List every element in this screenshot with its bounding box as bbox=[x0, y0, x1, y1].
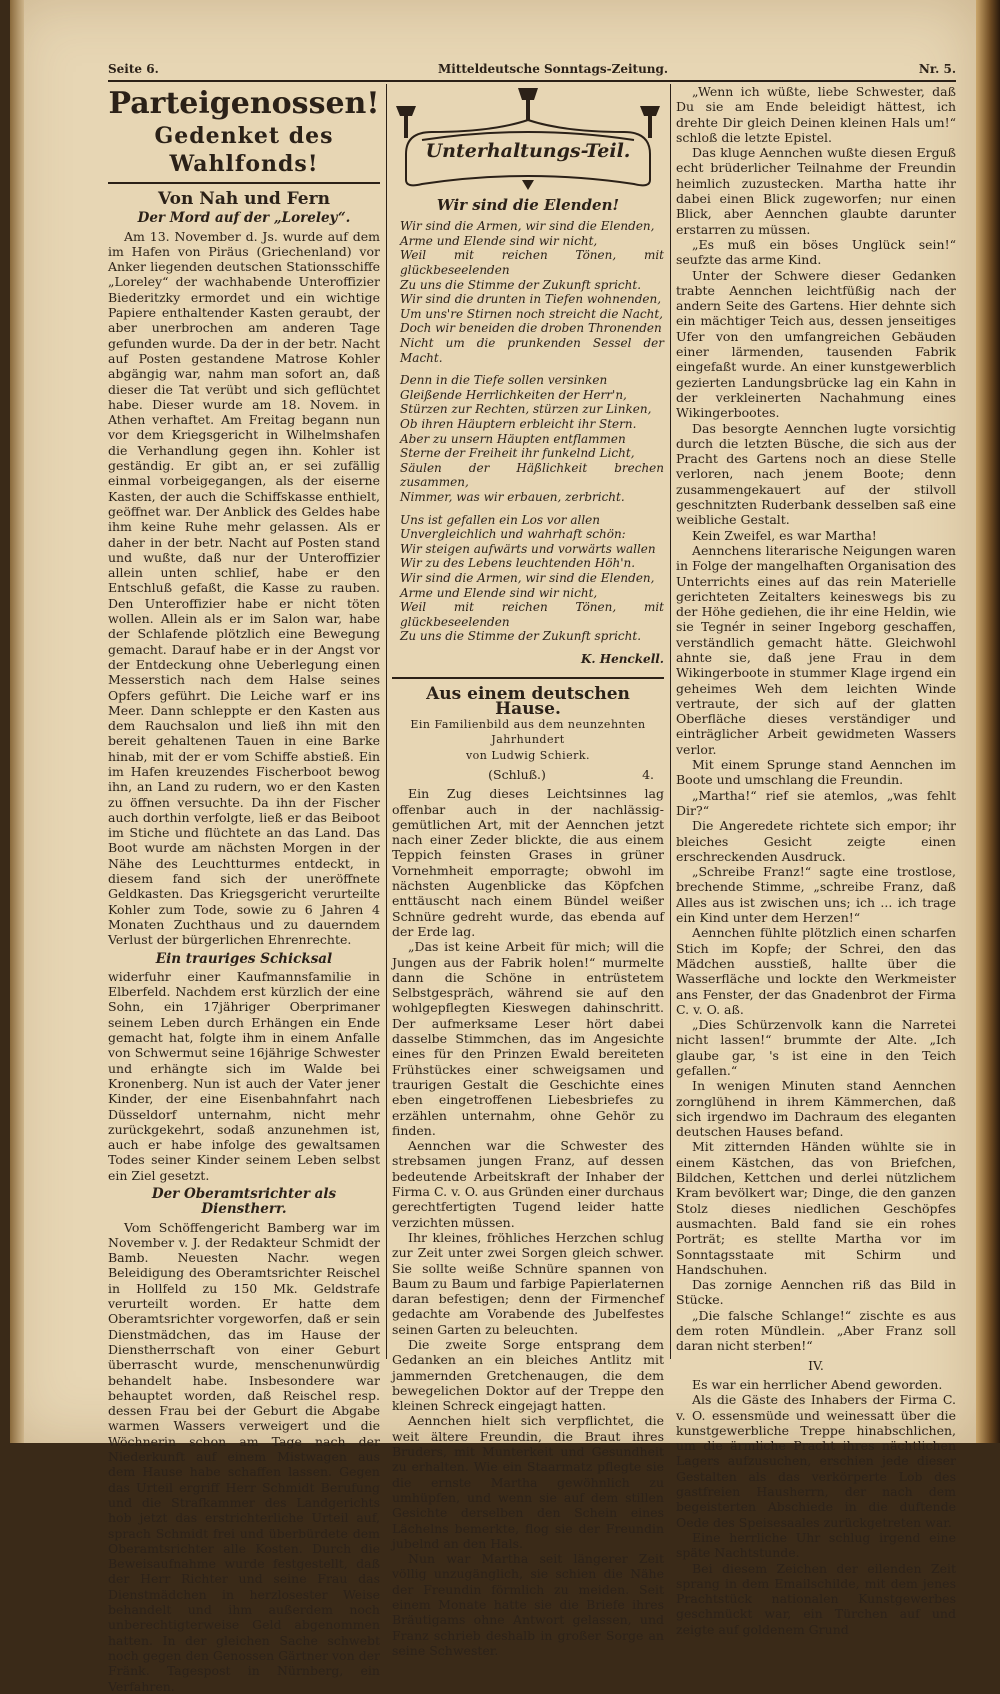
story-continuation-2 bbox=[676, 1377, 956, 1637]
paragraph: „Martha!“ rief sie atemlos, „was fehlt Dir?“ bbox=[676, 787, 956, 818]
section-divider bbox=[108, 182, 380, 184]
poem-stanza bbox=[392, 373, 664, 504]
story-continuation bbox=[676, 84, 956, 1354]
paragraph: Aennchen war die Schwester des strebsamen jungen Franz, auf dessen bedeutende Arbeitskraft der Inhaber der Firma C. v. O. aus Gründen einer durchaus gerechtfertigten Tugend leider hatte verzichten müssen. bbox=[392, 1138, 664, 1230]
poem-stanza bbox=[392, 513, 664, 644]
paragraph: Das kluge Aennchen wußte diesen Erguß echt brüderlicher Teilnahme der Freundin heimlich zuzustecken. Martha hatte ihr dabei einen Blick zugeworfen; nur einen Blick, aber Aennchen glaubte darunter erstarren zu müssen. bbox=[676, 145, 956, 237]
poem-line: Ob ihren Häuptern erbleicht ihr Stern. bbox=[400, 417, 637, 432]
chapter-number: IV. bbox=[808, 1357, 824, 1373]
newspaper-name: Mitteldeutsche Sonntags-Zeitung. bbox=[438, 62, 669, 76]
party-subheadline: Gedenket des Wahlfonds! bbox=[154, 123, 334, 177]
section-heading: Von Nah und Fern bbox=[158, 189, 330, 209]
story-number: 4. bbox=[642, 767, 654, 782]
party-headline: Parteigenossen! bbox=[108, 86, 380, 121]
poem-line: Wir zu des Lebens leuchtenden Höh'n. bbox=[400, 556, 636, 571]
poem-line: Stürzen zur Rechten, stürzen zur Linken, bbox=[400, 402, 652, 417]
paragraph: Die Angeredete richtete sich empor; ihr bleiches Gesicht zeigte einen erschreckenden Ausdruck. bbox=[676, 818, 956, 864]
poem-line: Nimmer, was wir erbauen, zerbricht. bbox=[400, 489, 625, 504]
story-part-line bbox=[392, 767, 664, 782]
poem-line: Um uns're Stirnen noch streicht die Nacht, bbox=[400, 306, 663, 321]
poem-line: Wir steigen aufwärts und vorwärts wallen bbox=[400, 541, 656, 556]
poem-line: Zu uns die Stimme der Zukunft spricht. bbox=[400, 277, 642, 292]
story-subtitle: Ein Familienbild aus dem neunzehnten Jahrhundert bbox=[410, 718, 646, 747]
paragraph: Aennchens literarische Neigungen waren in Folge der mangelhaften Organisation des Unterrichts eines auf das rein Materielle gerichteten Zeitalters keineswegs bis zu der Höhe gediehen, die ihr eine Heldin, wie sie Tegnér in seiner Ingeborg geschaffen, verständlich gemacht hätte. Gleichwohl ahnte sie, daß jene Frau in dem Wikingerboote in stummer Klage irgend ein geheimes Weh dem leichten Winde vertraute, der sich auf der glatten Oberfläche dieses verständiger und einträglicher Arbeit gewidmeten Wassers verlor. bbox=[676, 542, 956, 757]
article-2-title: Ein trauriges Schicksal bbox=[155, 950, 333, 967]
entertainment-banner bbox=[392, 84, 664, 192]
paragraph: „Schreibe Franz!“ sagte eine trostlose, brechende Stimme, „schreibe Franz, daß Alles aus ist zwischen uns; ich ... ich trage ein Kind unter dem Herzen!“ bbox=[676, 864, 956, 926]
paragraph: Nun war Martha seit längerer Zeit völlig unzugänglich, sie schien die Nähe der Freundin förmlich zu meiden. Seit einem Monate hatte sie die Briefe ihres Bräutigams ohne Antwort gelassen, und Franz schrieb deshalb in großer Sorge an seine Schwester. bbox=[392, 1551, 664, 1658]
poem-line: Doch wir beneiden die droben Thronenden bbox=[400, 321, 662, 336]
header-rule bbox=[108, 80, 956, 82]
paragraph: „Die falsche Schlange!“ zischte es aus dem roten Mündlein. „Aber Franz soll daran nicht sterben!“ bbox=[676, 1307, 956, 1354]
poem-stanza bbox=[392, 219, 664, 365]
article-3-title: Der Oberamtsrichter als Dienstherr. bbox=[151, 1186, 337, 1218]
poem-line: Arme und Elende sind wir nicht, bbox=[400, 585, 598, 600]
paragraph: Ihr kleines, fröhliches Herzchen schlug zur Zeit unter zwei Sorgen gleich schwer. Sie sollte weiße Schnüre spannen von Baum zu Baum und farbige Papierlaternen daran befestigen; denn der Firmenchef gedachte am Vorabende des Jubelfestes seinen Garten zu beleuchten. bbox=[392, 1229, 664, 1337]
column-rule-1 bbox=[386, 84, 387, 1359]
paragraph: „Dies Schürzenvolk kann die Narretei nicht lassen!“ brummte der Alte. „Ich glaube gar, 's ist eine in den Teich gefallen.“ bbox=[676, 1017, 956, 1078]
poem-author: K. Henckell. bbox=[580, 651, 664, 666]
poem-stanzas bbox=[392, 219, 664, 644]
poem bbox=[392, 219, 664, 666]
poem-line: Denn in die Tiefe sollen versinken bbox=[400, 373, 608, 388]
paragraph: Kein Zweifel, es war Martha! bbox=[692, 527, 877, 543]
poem-line: Säulen der Häßlichkeit brechen zusammen, bbox=[400, 460, 664, 490]
poem-line: Aber zu unsern Häupten entflammen bbox=[400, 431, 626, 446]
entertainment-title: Unterhaltungs-Teil. bbox=[425, 140, 631, 162]
article-3-body: Vom Schöffengericht Bamberg war im November v. J. der Redakteur Schmidt der Bamb. Neuesten Nachr. wegen Beleidigung des Oberamtsrichter Reischel in Hollfeld zu 150 Mk. Geldstrafe verurteilt worden. Er hatte dem Oberamtsrichter vorgeworfen, daß er sein Dienstmädchen, das im Hause der Dienstherrschaft von einer Geburt überrascht wurde, menschenunwürdig behandelt habe. Insbesondere war behauptet worden, daß Reischel resp. dessen Frau bei der Geburt die Abgabe warmen Wassers verweigert und die Wöchnerin schon am Tage nach der Niederkunft auf einem Mistwagen aus dem Hause habe schaffen lassen. Gegen das Urteil ergriff Herr Schmidt Berufung und die Strafkammer des Landgerichts hob jetzt das erstrichterliche Urteil auf, sprach Schmidt frei und überbürdete dem Oberamtsrichter alle Kosten. Durch die Beweisaufnahme wurde festgestellt, daß der Herr Richter und seine Frau das Dienstmädchen in herzlosester Weise behandelt und ihm außerdem noch unberechtigterweise Geld abgenommen hatten. In der gleichen Sache schwebt noch gegen den Genossen Gärtner von der Fränk. Tagespost in Nürnberg, ein Verfahren. bbox=[108, 1219, 380, 1694]
ornament-lamps-icon bbox=[392, 84, 664, 192]
article-1-title: Der Mord auf der „Loreley“. bbox=[137, 210, 351, 227]
paragraph: Es war ein herrlicher Abend geworden. bbox=[692, 1376, 943, 1392]
story-author: von Ludwig Schierk. bbox=[465, 748, 591, 762]
poem-line: Sterne der Freiheit ihr funkelnd Licht, bbox=[400, 446, 635, 461]
poem-line: Wir sind die Armen, wir sind die Elenden, bbox=[400, 570, 655, 585]
poem-line: Zu uns die Stimme der Zukunft spricht. bbox=[400, 629, 642, 644]
paragraph: Das besorgte Aennchen lugte vorsichtig durch die letzten Büsche, die sich aus der Pracht des Gartens noch an diese Stelle verloren, nach jenem Boote; denn zusammengekauert auf der stilvoll geschnitzten Ruderbank desselben saß eine weibliche Gestalt. bbox=[676, 420, 956, 528]
paragraph: Ein Zug dieses Leichtsinnes lag offenbar auch in der nachlässig-gemütlichen Art, mit der Aennchen jetzt nach einer Zeder blickte, die aus einem Teppich feinsten Grases in grüner Vornehmheit emporragte; obwohl im nächsten Augenblicke das Köpfchen enttäuscht nach einem Bündel weißer Schnüre gedreht wurde, das ebenda auf der Erde lag. bbox=[392, 786, 664, 939]
poem-line: Wir sind die Armen, wir sind die Elenden, bbox=[400, 219, 655, 234]
article-2-body: widerfuhr einer Kaufmannsfamilie in Elberfeld. Nachdem erst kürzlich der eine Sohn, ein 17jähriger Oberprimaner seinem Leben durch Erhängen ein Ende gemacht hat, folgte ihm in einem Anfalle von Schwermut seine 16jährige Schwester und erhängte sich im Walde bei Kronenberg. Nun ist auch der Vater jener Kinder, der eine Eisenbahnfahrt nach Düsseldorf unternahm, nicht mehr zurückgekehrt, sodaß anzunehmen ist, auch er habe infolge des gewaltsamen Todes seiner Kinder seinem Leben selbst ein Ziel gesetzt. bbox=[108, 968, 380, 1183]
poem-title: Wir sind die Elenden! bbox=[436, 196, 620, 214]
column-2 bbox=[392, 84, 664, 1658]
article-1-body: Am 13. November d. Js. wurde auf dem im Hafen von Piräus (Griechenland) vor Anker liegenden deutschen Stationsschiffe „Loreley“ der wachhabende Unteroffizier Biederitzky ermordet und ein wichtige Papiere enthaltender Kasten geraubt, der aber unerbrochen am anderen Tage gefunden wurde. Da der in der betr. Nacht auf Posten gestandene Matrose Kohler abgängig war, nahm man sofort an, daß dieser die Tat verübt und sich geflüchtet habe. Dieser wurde am 18. Novem. in Athen verhaftet. Am Freitag begann nun vor dem Kriegsgericht in Wilhelmshafen die Verhandlung gegen ihn. Kohler ist geständig. Er gibt an, er sei zufällig einmal vorbeigegangen, als der eiserne Kasten, der auch die Schiffskasse enthielt, geöffnet war. Der Anblick des Geldes habe ihm keine Ruhe mehr gelassen. Als er daher in der betr. Nacht auf Posten stand und wußte, daß nur der Unteroffizier allein unten schlief, habe er den Entschluß gefaßt, die Kasse zu rauben. Den Unteroffizier habe er nicht töten wollen. Allein als er im Salon war, habe der Schlafende plötzlich eine Bewegung gemacht. Darauf habe er in der Angst vor der Entdeckung ohne Ueberlegung einen Messerstich nach dem Halse seines Opfers geführt. Die Leiche warf er ins Meer. Dann schleppte er den Kasten aus dem Rauchsalon und ließ ihn mit den bereit gehaltenen Tauen in eine Barke hinab, mit der er vom Schiffe abstieß. Ein im Hafen kreuzendes Fischerboot bewog ihn, an Land zu rudern, wo er den Kasten zu öffnen versuchte. Da ihn der Fischer auch dorthin verfolgte, ließ er das Beiboot im Stiche und flüchtete an das Land. Das Boot wurde am nächsten Morgen in der Nähe des Leuchtturmes entdeckt, in diesem fand sich der uneröffnete Geldkasten. Das Kriegsgericht verurteilte Kohler zum Tode, sowie zu 6 Jahren 4 Monaten Zuchthaus und zu dauerndem Verlust der bürgerlichen Ehrenrechte. bbox=[108, 228, 380, 948]
poem-line: Arme und Elende sind wir nicht, bbox=[400, 233, 598, 248]
story-title: Aus einem deutschen Hause. bbox=[426, 683, 630, 719]
paragraph: „Das ist keine Arbeit für mich; will die Jungen aus der Fabrik holen!“ murmelte dann die Schöne in entrüstetem Selbstgespräch, während sie auf den wohlgepflegten Kieswegen dahinschritt. Der aufmerksame Leser hört dabei dasselbe Stimmchen, das im Angesichte eines für den Prinzen Ewald bereiteten Frühstückes einer schweigsamen und traurigen Gestalt die Geschichte eines eben eingetroffenen Liebesbriefes zu erzählen unternahm, ohne Gehör zu finden. bbox=[392, 939, 664, 1138]
column-rule-2 bbox=[670, 84, 671, 1359]
paragraph: Als die Gäste des Inhabers der Firma C. v. O. essensmüde und weinessatt über die kunstgewerbliche Treppe hinabschlichen, um die ärmliche Pracht ihres nächtlichen Lagers aufzusuchen, erschien jede dieser Gestalten als das verkörperte Lob des gastfreien Hausherrn, der nach dem begeisterten Abschiede in die duftende Oede des Speisesaales zurückgetreten war. bbox=[676, 1392, 956, 1530]
paragraph: Mit einem Sprunge stand Aennchen im Boote und umschlang die Freundin. bbox=[676, 757, 956, 788]
book-edge bbox=[976, 0, 1000, 1443]
page-binding bbox=[10, 0, 24, 1443]
paragraph: Das zornige Aennchen riß das Bild in Stücke. bbox=[676, 1277, 956, 1308]
page-header bbox=[108, 58, 956, 80]
paragraph: Aennchen hielt sich verpflichtet, die weit ältere Freundin, die Braut ihres Bruders, mit Munterkeit und Gesundheit zu erhalten. Wie ein Staarmatz pflegte sie die ernste Martha gewöhnlich zu umhüpfen, und wenn sie auf dem stillen Gesichte derselben den Schein eines Lächelns bemerkte, flog sie der Freundin jubelnd an den Hals. bbox=[392, 1413, 664, 1551]
paragraph: Mit zitternden Händen wühlte sie in einem Kästchen, das von Briefchen, Bildchen, Kettchen und derlei nützlichem Kram bevölkert war; Dinge, die den ganzen Stolz dieses niedlichen Geschöpfes ausmachten. Bald fand sie ein rohes Porträt; es stellte Martha vor im Sonntagsstaate mit Schirm und Handschuhen. bbox=[676, 1139, 956, 1277]
poem-line: Unvergleichlich und wahrhaft schön: bbox=[400, 527, 626, 542]
poem-line: Gleißende Herrlichkeiten der Herr'n, bbox=[400, 387, 627, 402]
story-divider bbox=[392, 677, 664, 679]
poem-line: Uns ist gefallen ein Los vor allen bbox=[400, 512, 601, 527]
paragraph: In wenigen Minuten stand Aennchen zornglühend in ihrem Kämmerchen, daß sich irgendwo im Dachraum des eleganten deutschen Hauses befand. bbox=[676, 1078, 956, 1140]
poem-line: Wir sind die drunten in Tiefen wohnenden, bbox=[400, 292, 662, 307]
poem-line: Nicht um die prunkenden Sessel der Macht. bbox=[400, 336, 664, 365]
story-part: (Schluß.) bbox=[488, 767, 546, 782]
poem-line: Weil mit reichen Tönen, mit glückbeseelenden bbox=[400, 248, 664, 278]
column-1 bbox=[108, 84, 380, 1694]
paragraph: Unter der Schwere dieser Gedanken trabte Aennchen leichtfüßig nach der andern Seite des Gartens. Hier dehnte sich ein mächtiger Teich aus, dessen jenseitiges Ufer von den umfangreichen Gebäuden einer lärmenden, tausenden Fabrik eingefaßt wurde. An einer kunstgewerblich gezierten Landungsbrücke lag ein Kahn in der verkleinerten Nachahmung eines Wikingerbootes. bbox=[676, 267, 956, 421]
issue-number: Nr. 5. bbox=[918, 62, 956, 76]
column-3 bbox=[676, 84, 956, 1637]
paragraph: Die zweite Sorge entsprang dem Gedanken an ein bleiches Antlitz mit jammernden Gretchenaugen, die dem bewegelichen Doktor auf der Treppe den kleinen Schreck eingejagt hatten. bbox=[392, 1336, 664, 1414]
poem-line: Weil mit reichen Tönen, mit glückbeseelenden bbox=[400, 600, 664, 629]
paragraph: „Es muß ein böses Unglück sein!“ seufzte das arme Kind. bbox=[676, 236, 956, 268]
paragraph: Eine herrliche Uhr schlug irgend eine späte Nachtstunde. bbox=[676, 1529, 956, 1561]
paragraph: „Wenn ich wüßte, liebe Schwester, daß Du sie am Ende beleidigt hättest, ich drehte Dir gleich Deinen kleinen Hals um!“ schloß die letzte Epistel. bbox=[676, 84, 956, 145]
page-number: Seite 6. bbox=[108, 62, 159, 76]
paragraph: Aennchen fühlte plötzlich einen scharfen Stich im Kopfe; der Schrei, den das Mädchen ausstieß, hallte über die Wasserfläche und lockte den Werkmeister ans Fenster, der das Gnadenbrot der Firma C. v. O. aß. bbox=[676, 925, 956, 1017]
paragraph: Bei diesem Zeichen der eilenden Zeit sprang in dem Emailschilde, mit dem jenes Prachtstück nationalen Kunstgewerbes geschmückt war, ein Türchen auf und zeigte auf goldenem Grund bbox=[676, 1560, 956, 1637]
story-body bbox=[392, 786, 664, 1658]
